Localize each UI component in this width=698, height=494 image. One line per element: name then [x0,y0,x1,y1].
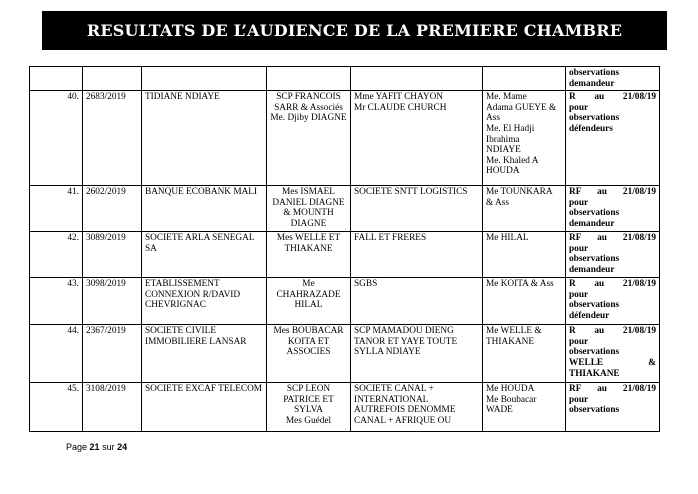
opponent-counsel-cell [483,232,566,278]
table-row [30,278,660,325]
party-cell [142,67,267,91]
cell-line: pour [569,197,589,208]
opponent-cell [351,383,483,432]
cell-text: 45. [67,384,79,395]
cell-line: THIAKANE [486,336,535,347]
cell-line: SCP FRANCOIS [276,92,341,103]
cell-line: CANAL + AFRIQUE OU [354,415,452,426]
cell-line: RF au 21/08/19 [569,233,656,244]
opponent-counsel-cell [483,278,566,325]
case-number-cell [83,67,142,91]
cell-line: Mr CLAUDE CHURCH [354,102,447,113]
table-row [30,91,660,186]
hearing-results-table [29,66,660,432]
cell-line: & MOUNTH [283,208,334,219]
row-number-cell [30,325,83,383]
table-row [30,232,660,278]
cell-line: Mes ISMAEL [282,187,335,198]
cell-line: Mes WELLE ET [276,233,341,244]
cell-line: KOITA ET [287,336,330,347]
cell-line: Mes Guédel [285,415,332,426]
party-counsel-cell [267,383,351,432]
party-counsel-cell [267,278,351,325]
cell-line: INTERNATIONAL [354,394,429,405]
cell-line: SOCIETE CIVILE [145,326,217,337]
party-cell [142,325,267,383]
cell-line: observations [569,113,620,124]
cell-line: SCP LEON [286,384,331,395]
cell-line: Me KOITA & Ass [486,279,554,290]
row-number-cell [30,383,83,432]
cell-line: CHEVRIGNAC [145,300,206,311]
cell-line: DANIEL DIAGNE [272,197,345,208]
cell-line: Me. El Hadji [486,123,535,134]
cell-line: demandeur [569,264,615,275]
cell-text: 41. [67,187,79,198]
row-number-cell [30,67,83,91]
cell-line: CONNEXION R/DAVID [145,289,241,300]
cell-line: SOCIETE EXCAF TELECOM [145,384,263,395]
case-number-cell [83,186,142,232]
cell-text: 44. [67,326,79,337]
cell-line: SYLLA NDIAYE [354,347,421,358]
cell-line: SYLVA [294,405,323,416]
cell-line: IMMOBILIERE LANSAR [145,336,247,347]
table-row [30,383,660,432]
row-number-cell [30,91,83,186]
cell-line: Mes BOUBACAR [273,326,344,337]
cell-line: HILAL [294,300,323,311]
cell-line: ASSOCIES [286,347,331,358]
cell-line: ETABLISSEMENT [145,279,220,290]
observation-cell [566,232,660,278]
cell-line: SGBS [354,279,378,290]
cell-line: pour [569,289,589,300]
cell-line: Me TOUNKARA [486,187,553,198]
observation-cell [566,67,660,91]
party-counsel-cell [267,186,351,232]
page-current: 21 [89,442,100,452]
cell-text: 3089/2019 [86,233,126,244]
cell-line: RF au 21/08/19 [569,384,656,395]
cell-line: Adama GUEYE & [486,102,557,113]
cell-text: 2602/2019 [86,187,126,198]
opponent-cell [351,278,483,325]
party-counsel-cell [267,91,351,186]
table-row [30,67,660,91]
cell-line: HOUDA [486,166,520,177]
opponent-cell [351,232,483,278]
party-counsel-cell [267,325,351,383]
party-cell [142,383,267,432]
cell-line: demandeur [569,78,615,89]
cell-line: Me CHAHRAZADE [276,279,341,300]
row-number-cell [30,186,83,232]
cell-text: 43. [67,279,79,290]
cell-line: SOCIETE SNTT LOGISTICS [354,187,468,198]
cell-line: SOCIETE ARLA SENEGAL [145,233,255,244]
observation-cell [566,325,660,383]
cell-line: BANQUE ECOBANK MALI [145,187,258,198]
opponent-cell [351,186,483,232]
observation-cell [566,186,660,232]
cell-line: R au 21/08/19 [569,279,656,290]
opponent-cell [351,67,483,91]
opponent-counsel-cell [483,325,566,383]
cell-line: & Ass [486,197,509,208]
cell-line: RF au 21/08/19 [569,187,656,198]
cell-line: AUTREFOIS DENOMME [354,405,456,416]
cell-text: 2367/2019 [86,326,126,337]
party-cell [142,232,267,278]
party-cell [142,186,267,232]
header-banner [42,11,667,50]
cell-line: SCP MAMADOU DIENG [354,326,454,337]
page-sep: sur [102,442,115,452]
cell-line: observations [569,300,620,311]
cell-line: Me. Khaled A [486,155,539,166]
cell-line: SA [145,243,157,254]
party-cell [142,91,267,186]
table-body [30,67,660,432]
cell-line: R au 21/08/19 [569,92,656,103]
cell-line: Ibrahima [486,134,520,145]
party-cell [142,278,267,325]
opponent-counsel-cell [483,91,566,186]
table-row [30,325,660,383]
cell-line: THIAKANE [569,368,620,379]
cell-line: TANOR ET YAYE TOUTE [354,336,458,347]
row-number-cell [30,278,83,325]
cell-line: PATRICE ET [283,394,334,405]
cell-line: Me HOUDA [486,384,535,395]
cell-line: SARR & Associés [274,102,343,113]
opponent-cell [351,91,483,186]
cell-text: 42. [67,233,79,244]
cell-line: SOCIETE CANAL + [354,384,434,395]
cell-text: 3108/2019 [86,384,126,395]
cell-line: Me Boubacar [486,394,537,405]
cell-line: Me. Mame [486,92,527,103]
cell-line: WADE [486,405,513,416]
cell-text: 2683/2019 [86,92,126,103]
case-number-cell [83,278,142,325]
observation-cell [566,91,660,186]
cell-line: THIAKANE [284,243,333,254]
cell-line: NDIAYE [486,145,521,156]
page-total: 24 [117,442,128,452]
opponent-cell [351,325,483,383]
cell-line: observations [569,68,620,78]
opponent-counsel-cell [483,67,566,91]
cell-text: 40. [67,92,79,103]
cell-line: défendeur [569,310,610,321]
cell-line: R au 21/08/19 [569,326,656,337]
party-counsel-cell [267,67,351,91]
cell-text: 3098/2019 [86,279,126,290]
case-number-cell [83,232,142,278]
cell-line: pour [569,102,589,113]
cell-line: FALL ET FRERES [354,233,427,244]
cell-line: demandeur [569,218,615,229]
case-number-cell [83,325,142,383]
table-row [30,186,660,232]
cell-line: WELLE & [569,357,656,368]
case-number-cell [83,383,142,432]
cell-line: pour [569,243,589,254]
opponent-counsel-cell [483,186,566,232]
cell-line: observations [569,405,620,416]
cell-line: Me. Djiby DIAGNE [270,113,347,124]
cell-line: observations [569,208,620,219]
cell-line: observations [569,254,620,265]
party-counsel-cell [267,232,351,278]
cell-line: Me WELLE & [486,326,542,337]
cell-line: pour [569,336,589,347]
cell-line: défendeurs [569,123,613,134]
cell-line: pour [569,394,589,405]
cell-line: TIDIANE NDIAYE [145,92,220,103]
cell-line: Ass [486,113,500,124]
page-footer [66,442,127,452]
cell-line: observations [569,347,620,358]
cell-line: DIAGNE [290,218,327,229]
row-number-cell [30,232,83,278]
observation-cell [566,278,660,325]
opponent-counsel-cell [483,383,566,432]
observation-cell [566,383,660,432]
cell-line: Me HILAL [486,233,529,244]
page-title: RESULTATS DE L’AUDIENCE DE LA PREMIERE CHAMBRE [86,21,623,40]
cell-line: Mme YAFIT CHAYON [354,92,444,103]
page-label: Page [66,442,88,452]
case-number-cell [83,91,142,186]
